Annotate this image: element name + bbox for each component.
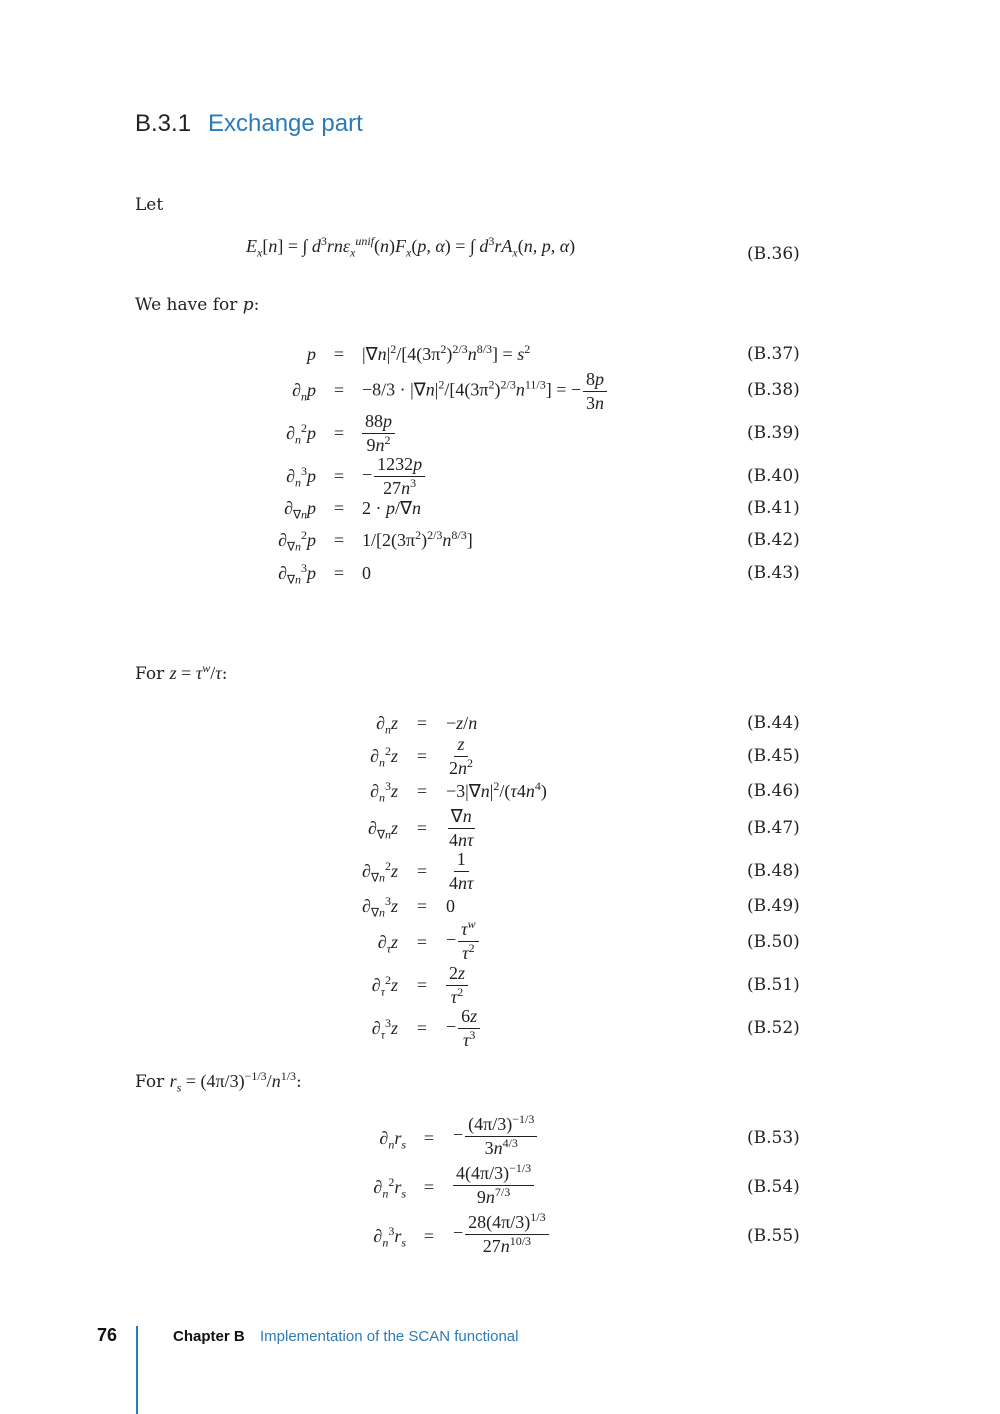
equation-b53: $\partial_nr_s$ = − $\frac{(4\pi/3)^{-1/3}}{3n^{4/3}}$ (B.53): [379, 1112, 800, 1158]
equation-b42: $\partial_{\nabla n}^2p$ = $1/[2(3\pi^2)^{2/3}n^{8/3}]$ (B.42): [278, 528, 800, 554]
equation-b51: $\partial_\tau^2z$ = $\frac{2z}{\tau^2}$ (B.51): [371, 963, 800, 1007]
paragraph-for-rs: For $r_s = (4\pi/3)^{-1/3}/n^{1/3}$:: [135, 1069, 302, 1095]
equation-b46: $\partial_n^3z$ = $-3|\nabla n|^2/(\tau 4n^4)$ (B.46): [370, 779, 800, 805]
equation-b40: $\partial_n^3p$ = − $\frac{1232p}{27n^3}$ (B.40): [286, 454, 800, 498]
equation-tag: (B.43): [747, 563, 800, 583]
we-have-var: p: [242, 295, 254, 315]
for-z-text: For: [135, 664, 165, 684]
equation-b49: $\partial_{\nabla n}^3z$ = 0 (B.49): [362, 894, 800, 920]
paragraph-let: Let: [135, 195, 164, 215]
equation-tag: (B.39): [747, 423, 800, 443]
equation-b52: $\partial_\tau^3z$ = − $\frac{6z}{\tau^3}$ (B.52): [371, 1006, 800, 1050]
equation-b54: $\partial_n^2r_s$ = $\frac{4(4\pi/3)^{-1/3}}{9n^{7/3}}$ (B.54): [373, 1161, 800, 1207]
equation-tag: (B.51): [747, 975, 800, 995]
footer-chapter: Chapter B: [173, 1328, 245, 1345]
equation-tag: (B.44): [747, 713, 800, 733]
equation-b50: $\partial_\tau z$ = − $\frac{\tau^w}{\tau^2}$ (B.50): [377, 917, 800, 963]
equation-tag: (B.46): [747, 781, 800, 801]
equation-tag: (B.36): [747, 244, 800, 264]
equation-b45: $\partial_n^2z$ = $\frac{z}{2n^2}$ (B.45): [370, 734, 800, 778]
footer-divider: [136, 1326, 138, 1414]
equation-tag: (B.49): [747, 896, 800, 916]
equation-tag: (B.48): [747, 861, 800, 881]
equation-tag: (B.53): [747, 1128, 800, 1148]
equation-b37: p = $|\nabla n|^2/[4(3\pi^2)^{2/3}n^{8/3}] = s^2$ (B.37): [307, 342, 800, 364]
equation-tag: (B.52): [747, 1018, 800, 1038]
equation-tag: (B.45): [747, 746, 800, 766]
equation-b36: $E_x[n]$ = ∫ $d^3rn\varepsilon_x^{unif}(n)F_x(p$, α) = ∫ $d^3rA_x(n$, p, α) (B.36): [246, 234, 800, 264]
equation-tag: (B.38): [747, 380, 800, 400]
section-title: Exchange part: [208, 110, 363, 137]
equation-tag: (B.54): [747, 1177, 800, 1197]
equation-b39: $\partial_n^2p$ = $\frac{88p}{9n^2}$ (B.39): [286, 411, 800, 455]
page-number: 76: [97, 1325, 118, 1345]
equation-tag: (B.42): [747, 530, 800, 550]
equation-tag: (B.50): [747, 932, 800, 952]
section-number: B.3.1: [135, 110, 192, 137]
equation-b44: $\partial_nz$ = −z/n (B.44): [376, 713, 800, 737]
for-rs-text: For: [135, 1072, 165, 1092]
paragraph-for-z: For $z = \tau^w/\tau$:: [135, 661, 228, 684]
equation-tag: (B.47): [747, 818, 800, 838]
equation-b47: $\partial_{\nabla n}z$ = $\frac{\nabla n}{4n\tau}$ (B.47): [368, 806, 800, 850]
paragraph-we-have: We have for p:: [135, 295, 260, 315]
equation-b41: $\partial_{\nabla n}p$ = 2 · p/∇n (B.41): [284, 498, 800, 522]
equation-b48: $\partial_{\nabla n}^2z$ = $\frac{1}{4n\tau}$ (B.48): [362, 849, 800, 893]
we-have-text: We have for: [135, 295, 238, 315]
equation-tag: (B.55): [747, 1226, 800, 1246]
equation-b43: $\partial_{\nabla n}^3p$ = 0 (B.43): [278, 561, 800, 587]
equation-b55: $\partial_n^3r_s$ = − $\frac{28(4\pi/3)^{1/3}}{27n^{10/3}}$ (B.55): [373, 1210, 800, 1256]
equation-tag: (B.40): [747, 466, 800, 486]
footer-chapter-title: Implementation of the SCAN functional: [260, 1328, 519, 1345]
equation-tag: (B.41): [747, 498, 800, 518]
equation-b38: $\partial_np$ = $-8/3 \cdot |\nabla n|^2/[4(3\pi^2)^{2/3}n^{11/3}]$ = − $\frac{8p}{3n}$ (B.38): [292, 369, 800, 413]
equation-tag: (B.37): [747, 344, 800, 364]
